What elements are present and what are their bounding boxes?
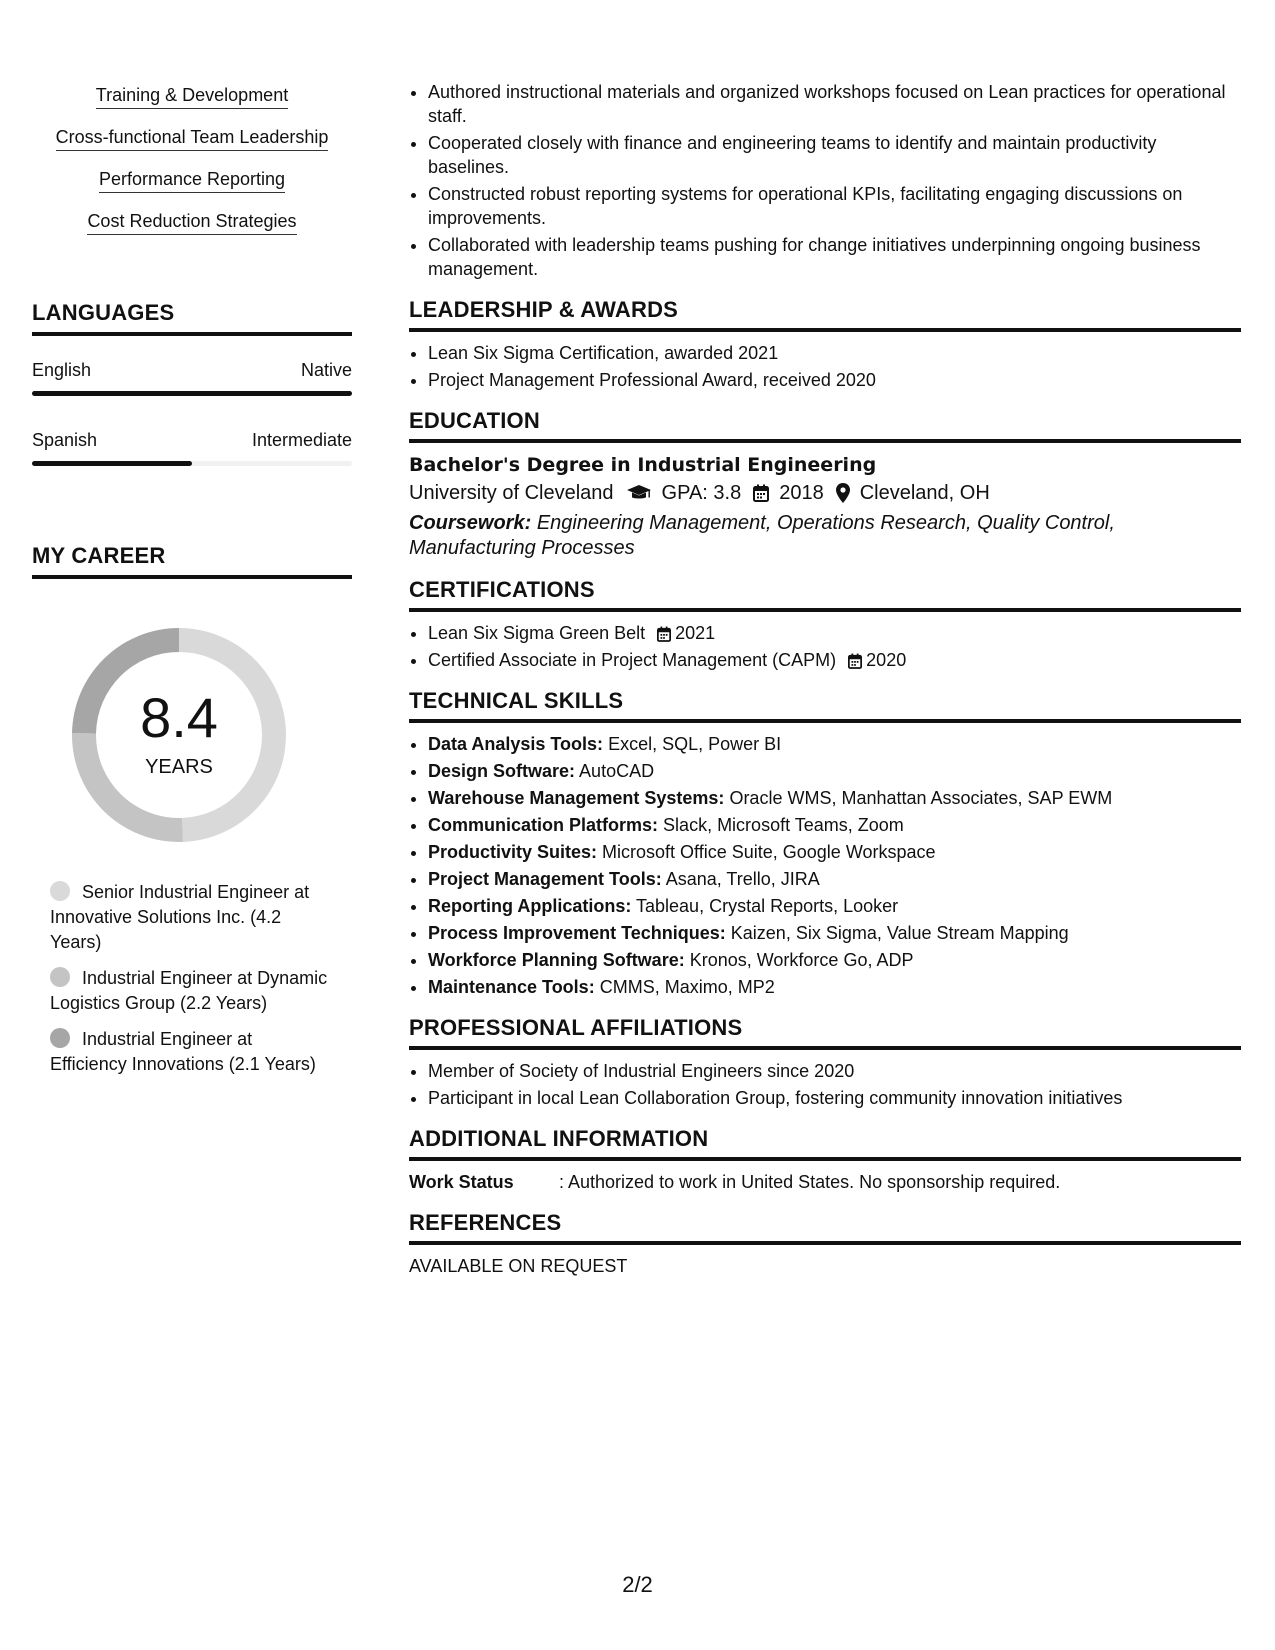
skill-category: Project Management Tools: xyxy=(428,869,662,889)
graduation-cap-icon xyxy=(626,484,652,502)
technical-skills-heading: TECHNICAL SKILLS xyxy=(409,688,1241,723)
work-status-value: : Authorized to work in United States. No sponsorship required. xyxy=(559,1172,1061,1192)
career-legend-item xyxy=(50,1027,330,1077)
skill-category: Productivity Suites: xyxy=(428,842,598,862)
technical-skill-item xyxy=(428,921,1241,945)
skill-category: Workforce Planning Software: xyxy=(428,950,685,970)
technical-skill-item xyxy=(428,786,1241,810)
skill-category: Maintenance Tools: xyxy=(428,977,595,997)
certification-item xyxy=(428,648,1241,672)
career-legend-label: Industrial Engineer at Dynamic Logistics Group (2.2 Years) xyxy=(50,968,328,1013)
school-location: Cleveland, OH xyxy=(859,482,990,504)
skill-tag: Cost Reduction Strategies xyxy=(87,210,296,235)
experience-bullet: • Constructed robust reporting systems for operational KPIs, facilitating engaging discussions on improvements. xyxy=(428,182,1241,230)
skill-values: Asana, Trello, JIRA xyxy=(665,869,820,889)
career-legend-label: Industrial Engineer at Efficiency Innovations (2.1 Years) xyxy=(50,1029,316,1074)
leadership-heading: LEADERSHIP & AWARDS xyxy=(409,297,1241,332)
certification-year: 2020 xyxy=(866,650,907,670)
language-level: Intermediate xyxy=(251,430,352,450)
career-donut-chart xyxy=(66,622,292,848)
certification-year-wrap xyxy=(848,650,906,670)
map-pin-icon xyxy=(836,483,850,503)
coursework-list: Engineering Management, Operations Research, Quality Control, Manufacturing Processes xyxy=(409,512,1115,559)
skill-values: Oracle WMS, Manhattan Associates, SAP EWM xyxy=(729,788,1113,808)
career-total-value: 8.4 xyxy=(140,686,218,749)
certification-name: Lean Six Sigma Green Belt xyxy=(428,623,646,643)
experience-bullet: • Cooperated closely with finance and engineering teams to identify and maintain productivity baselines. xyxy=(428,131,1241,179)
language-row xyxy=(32,430,352,451)
skills-list xyxy=(32,84,352,252)
technical-skill-item xyxy=(428,894,1241,918)
certification-year: 2021 xyxy=(675,623,716,643)
skill-tag: Training & Development xyxy=(96,84,288,109)
certifications-list xyxy=(409,621,1241,672)
career-legend xyxy=(50,880,330,1088)
legend-dot-icon xyxy=(50,1028,70,1048)
experience-bullets xyxy=(409,80,1241,281)
skill-category: Communication Platforms: xyxy=(428,815,659,835)
skill-category: Design Software: xyxy=(428,761,576,781)
languages-heading: LANGUAGES xyxy=(32,300,352,336)
work-status-row xyxy=(409,1170,1241,1194)
affiliation-item: • Member of Society of Industrial Engineers since 2020 xyxy=(428,1059,1241,1083)
technical-skill-item xyxy=(428,732,1241,756)
leadership-item: • Lean Six Sigma Certification, awarded 2021 xyxy=(428,341,1241,365)
work-status-label: Work Status xyxy=(409,1172,514,1192)
technical-skills-list xyxy=(409,732,1241,999)
skill-category: Data Analysis Tools: xyxy=(428,734,604,754)
gpa: GPA: 3.8 xyxy=(661,482,742,504)
technical-skill-item xyxy=(428,975,1241,999)
legend-dot-icon xyxy=(50,967,70,987)
certification-year-wrap xyxy=(657,623,715,643)
additional-info-heading: ADDITIONAL INFORMATION xyxy=(409,1126,1241,1161)
affiliations-list xyxy=(409,1059,1241,1110)
skill-category: Process Improvement Techniques: xyxy=(428,923,726,943)
certification-item xyxy=(428,621,1241,645)
education-meta xyxy=(409,478,1241,508)
technical-skill-item xyxy=(428,813,1241,837)
experience-bullet: • Authored instructional materials and organized workshops focused on Lean practices for operational staff. xyxy=(428,80,1241,128)
career-legend-label: Senior Industrial Engineer at Innovative Solutions Inc. (4.2 Years) xyxy=(50,882,310,952)
skill-values: Slack, Microsoft Teams, Zoom xyxy=(663,815,904,835)
language-level: Native xyxy=(300,360,352,380)
skill-category: Reporting Applications: xyxy=(428,896,632,916)
skill-values: Microsoft Office Suite, Google Workspace xyxy=(602,842,936,862)
skill-category: Warehouse Management Systems: xyxy=(428,788,725,808)
skill-values: Kronos, Workforce Go, ADP xyxy=(689,950,914,970)
donut-slice-2 xyxy=(72,733,183,842)
technical-skill-item xyxy=(428,867,1241,891)
technical-skill-item xyxy=(428,759,1241,783)
calendar-icon xyxy=(848,653,862,669)
degree-title: Bachelor's Degree in Industrial Engineering xyxy=(409,454,877,476)
leadership-list xyxy=(409,341,1241,392)
experience-bullet: • Collaborated with leadership teams pushing for change initiatives underpinning ongoing business management. xyxy=(428,233,1241,281)
references-heading: REFERENCES xyxy=(409,1210,1241,1245)
skill-tag: Cross-functional Team Leadership xyxy=(56,126,329,151)
graduation-year: 2018 xyxy=(779,482,824,504)
skill-values: Tableau, Crystal Reports, Looker xyxy=(636,896,899,916)
career-total-unit: YEARS xyxy=(145,756,213,778)
technical-skill-item xyxy=(428,948,1241,972)
skill-values: Kaizen, Six Sigma, Value Stream Mapping xyxy=(730,923,1069,943)
calendar-icon xyxy=(657,626,671,642)
language-bar xyxy=(32,461,352,466)
calendar-icon xyxy=(753,484,769,502)
language-name: Spanish xyxy=(32,430,98,450)
affiliation-item: • Participant in local Lean Collaboration Group, fostering community innovation initiatives xyxy=(428,1086,1241,1110)
skill-values: Excel, SQL, Power BI xyxy=(608,734,782,754)
certifications-heading: CERTIFICATIONS xyxy=(409,577,1241,612)
education-heading: EDUCATION xyxy=(409,408,1241,443)
skill-values: AutoCAD xyxy=(579,761,655,781)
references-text: AVAILABLE ON REQUEST xyxy=(409,1256,628,1276)
certification-name: Certified Associate in Project Management (CAPM) xyxy=(428,650,837,670)
right-column xyxy=(409,80,1241,1278)
language-bar-fill xyxy=(32,391,352,396)
career-heading: MY CAREER xyxy=(32,543,352,579)
language-name: English xyxy=(32,360,92,380)
leadership-item: • Project Management Professional Award, received 2020 xyxy=(428,368,1241,392)
career-legend-item xyxy=(50,966,330,1016)
language-bar-fill xyxy=(32,461,192,466)
coursework-label: Coursework: xyxy=(409,512,532,534)
technical-skill-item xyxy=(428,840,1241,864)
page-number: 2/2 xyxy=(622,1572,653,1597)
school-name: University of Cleveland xyxy=(409,482,614,504)
skill-tag: Performance Reporting xyxy=(99,168,285,193)
skill-values: CMMS, Maximo, MP2 xyxy=(599,977,775,997)
affiliations-heading: PROFESSIONAL AFFILIATIONS xyxy=(409,1015,1241,1050)
language-bar xyxy=(32,391,352,396)
coursework xyxy=(409,511,1241,561)
language-row xyxy=(32,360,352,381)
legend-dot-icon xyxy=(50,881,70,901)
career-legend-item xyxy=(50,880,330,955)
